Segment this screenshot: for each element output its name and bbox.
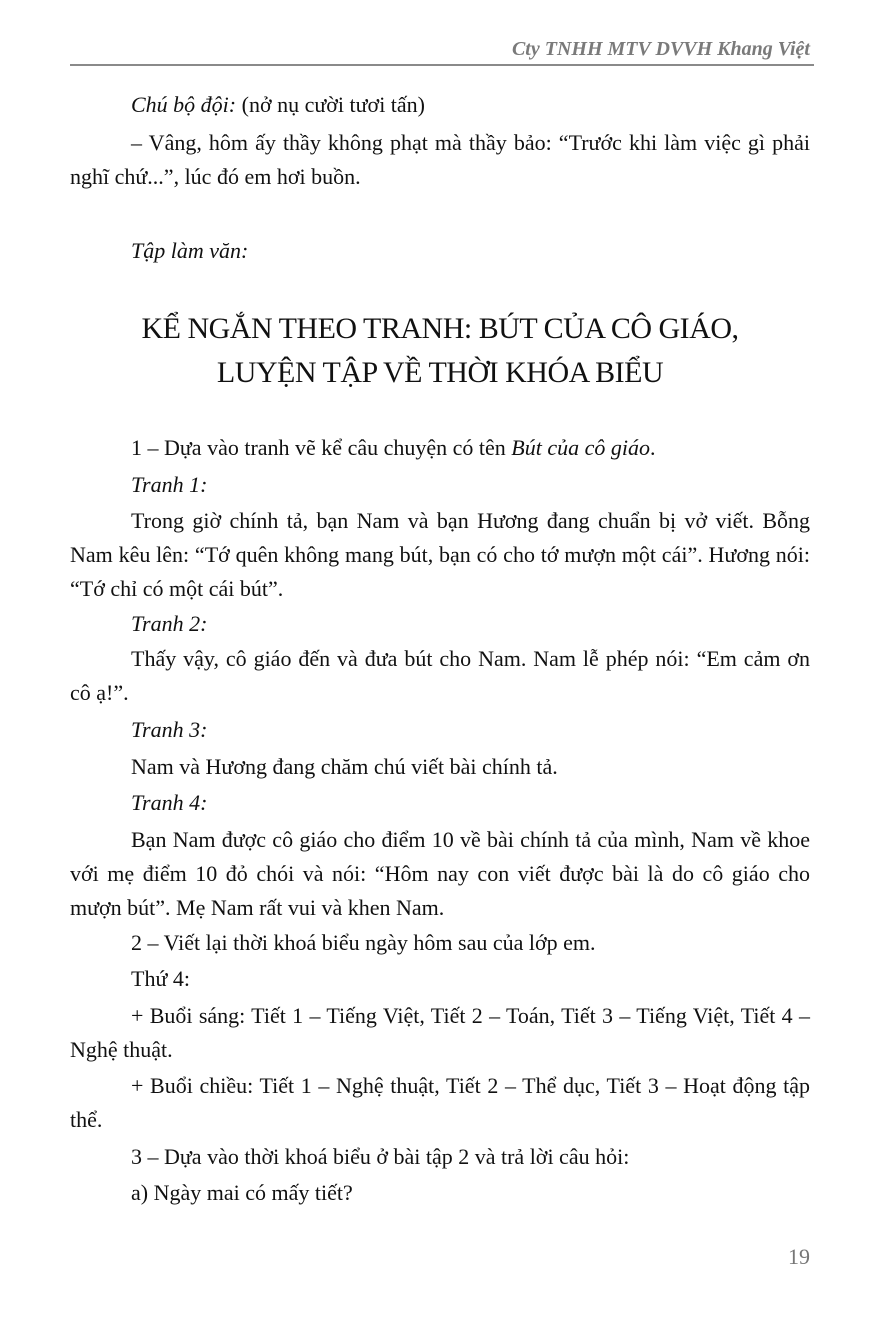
exercise-1-prompt — [70, 431, 810, 465]
page-number: 19 — [788, 1244, 810, 1269]
picture-text: Thấy vậy, cô giáo đến và đưa bút cho Nam. Nam lễ phép nói: “Em cảm ơn cô ạ!”. — [70, 646, 810, 705]
picture-text: Bạn Nam được cô giáo cho điểm 10 về bài chính tả của mình, Nam về khoe với mẹ điểm 10 đỏ chói và nói: “Hôm nay con viết được bài là do cô giáo cho mượn bút”. Mẹ Nam rất vui và khen Nam. — [70, 827, 810, 920]
lesson-title-line-1: KỂ NGẮN THEO TRANH: BÚT CỦA CÔ GIÁO, — [141, 312, 739, 345]
running-header: Cty TNHH MTV DVVH Khang Việt — [511, 38, 810, 60]
schedule-afternoon: + Buổi chiều: Tiết 1 – Nghệ thuật, Tiết 2 – Thể dục, Tiết 3 – Hoạt động tập thể. — [70, 1073, 810, 1132]
picture-text: Trong giờ chính tả, bạn Nam và bạn Hương đang chuẩn bị vở viết. Bỗng Nam kêu lên: “Tớ quên không mang bút, bạn có cho tớ mượn một cái”. Hương nói: “Tớ chỉ có một cái bút”. — [70, 508, 810, 601]
schedule-morning: + Buổi sáng: Tiết 1 – Tiếng Việt, Tiết 2 – Toán, Tiết 3 – Tiếng Việt, Tiết 4 – Nghệ thuật. — [70, 1003, 810, 1062]
picture-label: Tranh 3: — [131, 717, 208, 742]
story-title: Bút của cô giáo — [511, 435, 650, 460]
picture-label: Tranh 2: — [131, 611, 208, 636]
exercise-1-end: . — [649, 435, 656, 460]
dialogue-speaker-line — [70, 88, 810, 122]
speaker-action: (nở nụ cười tươi tấn) — [236, 92, 426, 117]
picture-label: Tranh 1: — [131, 472, 208, 497]
exercise-3-question-a: a) Ngày mai có mấy tiết? — [131, 1180, 353, 1205]
exercise-3-prompt: 3 – Dựa vào thời khoá biểu ở bài tập 2 và trả lời câu hỏi: — [131, 1144, 630, 1169]
lesson-title-line-2: LUYỆN TẬP VỀ THỜI KHÓA BIỂU — [216, 356, 664, 389]
picture-label: Tranh 4: — [131, 790, 208, 815]
section-label: Tập làm văn: — [131, 238, 249, 263]
exercise-1-text: 1 – Dựa vào tranh vẽ kể câu chuyện có tên — [131, 435, 512, 460]
schedule-day: Thứ 4: — [131, 966, 190, 991]
dialogue-line: – Vâng, hôm ấy thầy không phạt mà thầy bảo: “Trước khi làm việc gì phải nghĩ chứ...”, lúc đó em hơi buồn. — [70, 130, 810, 189]
header-divider — [70, 64, 814, 66]
speaker-name: Chú bộ đội: — [131, 92, 237, 117]
picture-text: Nam và Hương đang chăm chú viết bài chính tả. — [131, 754, 558, 779]
exercise-2-prompt: 2 – Viết lại thời khoá biểu ngày hôm sau của lớp em. — [131, 930, 596, 955]
